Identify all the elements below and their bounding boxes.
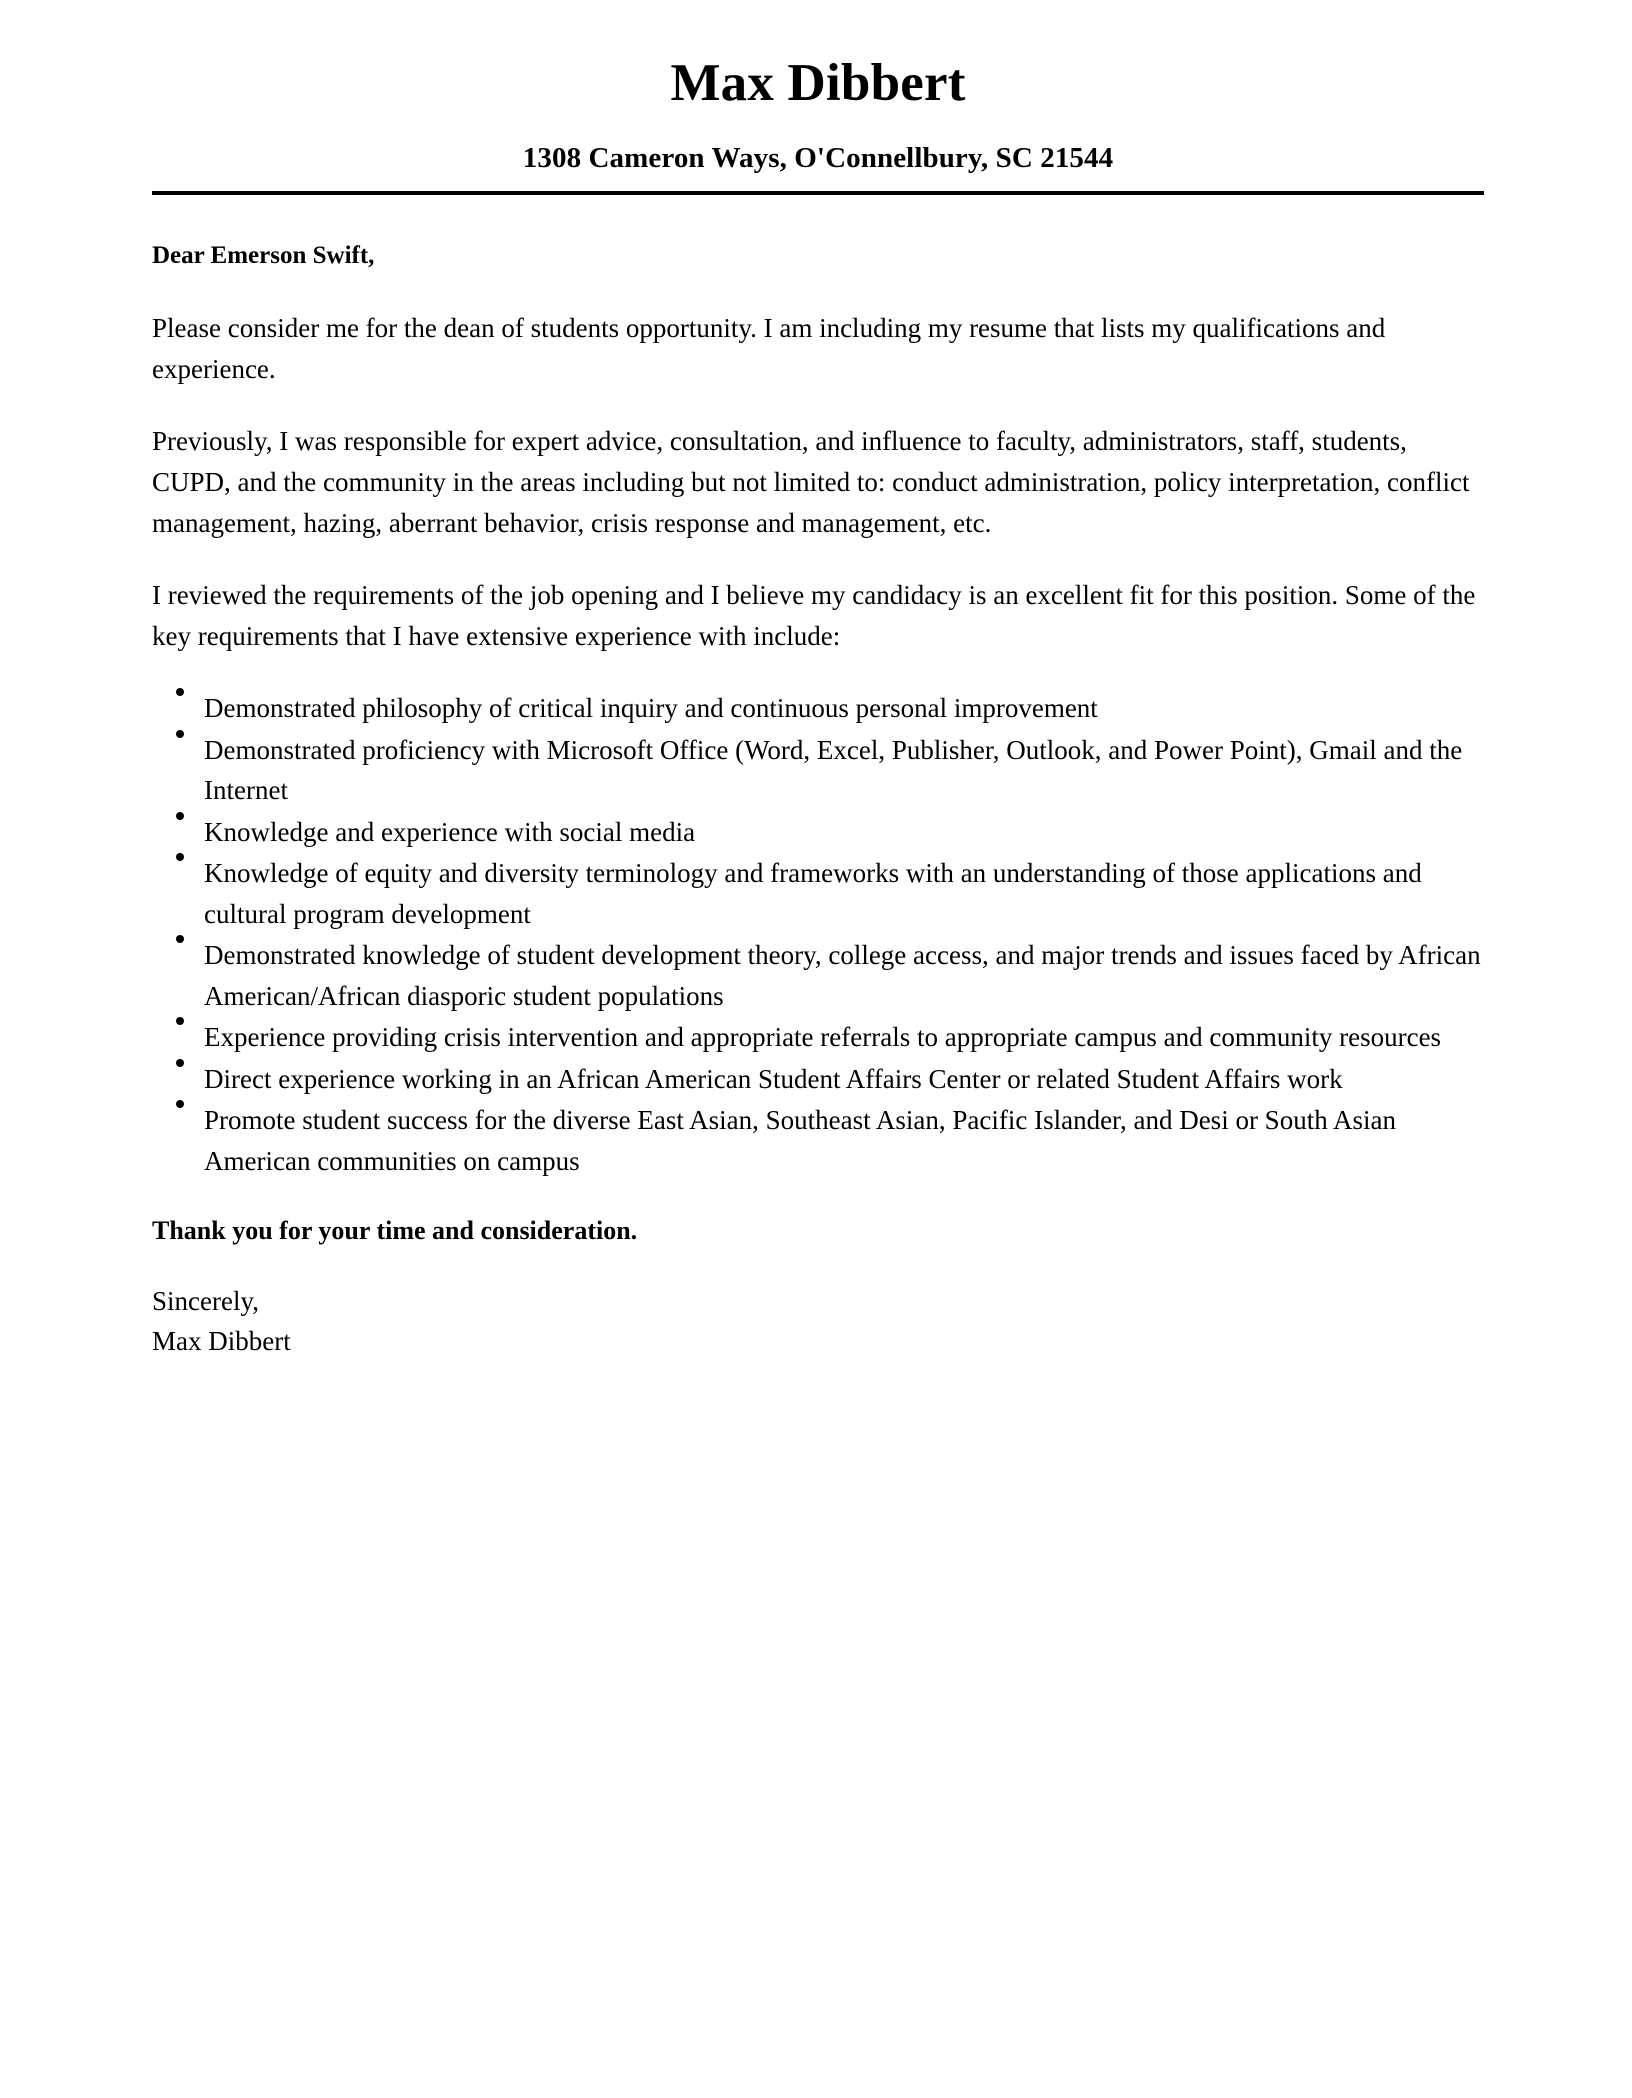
body-paragraph-1: Please consider me for the dean of students opportunity. I am including my resume that lists my qualifications and experience.: [152, 312, 1386, 384]
list-item-label: Experience providing crisis intervention and appropriate referrals to appropriate campus and community resources: [204, 1022, 1442, 1053]
list-item-label: Knowledge of equity and diversity terminology and frameworks with an understanding of those applications and cultural program development: [204, 858, 1422, 929]
bullet-icon: [176, 853, 184, 861]
list-item-label: Knowledge and experience with social media: [204, 816, 696, 847]
list-item: [152, 730, 1484, 811]
bullet-icon: [176, 1017, 184, 1025]
signature-name: Max Dibbert: [152, 1325, 291, 1356]
list-item-label: Demonstrated knowledge of student development theory, college access, and major trends and issues faced by African American/African diasporic student populations: [204, 940, 1481, 1011]
list-item: [152, 935, 1484, 1016]
list-item-label: Direct experience working in an African American Student Affairs Center or related Student Affairs work: [204, 1063, 1343, 1094]
bullet-icon: [176, 1059, 184, 1067]
list-item-label: Promote student success for the diverse East Asian, Southeast Asian, Pacific Islander, and Desi or South Asian American communities on campus: [204, 1105, 1396, 1176]
bullet-icon: [176, 730, 184, 738]
list-item: [152, 853, 1484, 934]
bullet-icon: [176, 688, 184, 696]
list-item: [152, 688, 1484, 729]
list-item: [152, 1100, 1484, 1181]
list-item-label: Demonstrated proficiency with Microsoft Office (Word, Excel, Publisher, Outlook, and Power Point), Gmail and the Internet: [204, 734, 1463, 806]
bullet-icon: [176, 935, 184, 943]
sender-address: 1308 Cameron Ways, O'Connellbury, SC 21544: [522, 141, 1114, 174]
body-paragraph-3: I reviewed the requirements of the job opening and I believe my candidacy is an excellent fit for this position. Some of the key requirements that I have extensive experience with include:: [152, 579, 1476, 652]
body-paragraph-2: Previously, I was responsible for expert advice, consultation, and influence to faculty, administrators, staff, students, CUPD, and the community in the areas including but not limited to: conduct administration, policy interpretation, conflict management, hazing, aberrant behavior, crisis response and management, etc.: [152, 425, 1470, 538]
list-item: [152, 812, 1484, 853]
requirements-list: [152, 688, 1484, 1181]
letterhead: [152, 52, 1484, 195]
signoff-line: Sincerely,: [152, 1286, 259, 1317]
list-item-label: Demonstrated philosophy of critical inquiry and continuous personal improvement: [204, 693, 1098, 724]
list-item: [152, 1059, 1484, 1100]
list-item: [152, 1017, 1484, 1058]
letter-body: [152, 195, 1484, 1360]
sender-name: Max Dibbert: [670, 54, 966, 112]
closing-thanks: Thank you for your time and consideration.: [152, 1216, 638, 1246]
bullet-icon: [176, 812, 184, 820]
signature-block: [152, 1282, 1484, 1360]
bullet-icon: [176, 1100, 184, 1108]
salutation: Dear Emerson Swift,: [152, 242, 375, 270]
